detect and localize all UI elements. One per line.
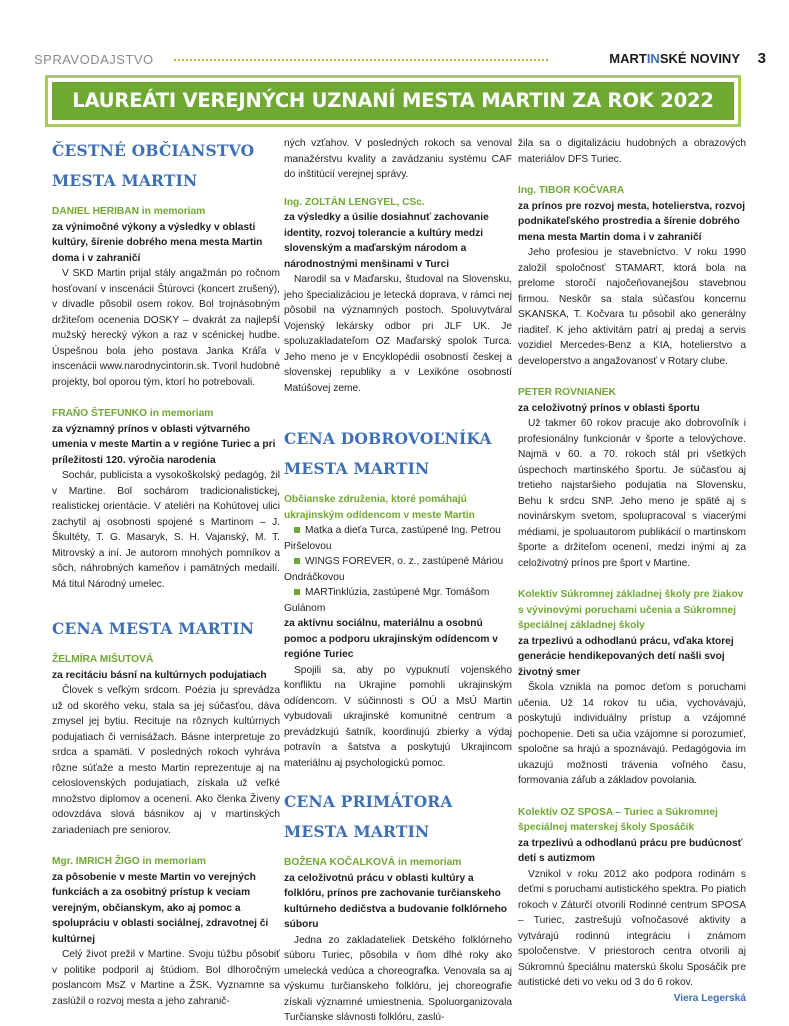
award-reason: za aktívnu sociálnu, materiálnu a osobnú pomoc a podporu ukrajinským odídencom v regióne Turiec — [284, 618, 498, 660]
laureate-text: Jedna zo zakladateliek Detského folklórneho súboru Turiec, pôsobila v ňom dlhé roky ako umelecká vedúca a choreografka. Venovala sa aj výskumu turčianskeho folklóru, jej choreografie získali významné umiestnenia. Spoluorganizovala Turčianske slávnosti folklóru, zaslú- — [284, 934, 512, 1023]
page-header — [34, 50, 766, 70]
laureate-name: ŽELMÍRA MIŠUTOVÁ — [52, 654, 154, 665]
section-heading: MESTA MARTIN — [284, 822, 430, 841]
newspaper-title — [609, 51, 740, 66]
laureate-text: Už takmer 60 rokov pracuje ako dobrovoľník i profesionálny funkcionár v športe a telovýchove. Najmä v 60. a 70. rokoch stál pri všetkých úspechoch martinského športu. Je súčasťou aj tretieho najstaršieho podujatia na Slovensku, Behu k srdcu SNP. Jeho meno je späté aj s novinárskym svetom, spolupracoval s viacerými médiami, je spoluautorom publikácií o martinskom športe a držiteľom ocenení, medzi inými aj za celoživotný prínos pre šport v Martine. — [518, 418, 746, 569]
award-reason: za trpezlivú a odhodlanú prácu pre budúcnosť detí s autizmom — [518, 837, 743, 864]
brand-part: SKÉ NOVINY — [659, 51, 740, 66]
award-reason: za pôsobenie v meste Martin vo verejných funkciách a za osobitný prístup k veciam verejným, občianskym, ako aj pomoc a spolupráciu v oblasti sociálnej, zdravotnej či kultúrnej — [52, 871, 269, 945]
laureate-text: Vznikol v roku 2012 ako podpora rodinám s deťmi s poruchami autistického spektra. Po piatich rokoch v Záturčí otvorili Rodinné centrum SPOSA – Turiec, zastrešujú voľnočasové aktivity a vytvárajú rodinnú integráciu i známom spoločenstve. V priestoroch centra otvorili aj Súkromnú špeciálnu materskú školu Sposáčik pre autistické deti vo veku od 3 do 6 rokov. — [518, 868, 746, 988]
laureate-text: Škola vznikla na pomoc deťom s poruchami učenia. Už 14 rokov tu učia, vychovávajú, poskytujú individuálny prístup a vzájomné pochopenie. Deti sa učia vzájomne si porozumieť, spoločne sa hrajú a spoznávajú. Pedagógovia im ukazujú možnosti trávenia voľného času, formovania záľub a základov povolania. — [518, 682, 746, 786]
section-heading: ČESTNÉ OBČIANSTVO — [52, 141, 255, 160]
section-heading: MESTA MARTIN — [284, 459, 430, 478]
list-item-text: Matka a dieťa Turca, zastúpené Ing. Petrou Piršelovou — [284, 525, 501, 552]
list-item — [284, 523, 512, 554]
brand-part-accent: IN — [646, 51, 660, 66]
laureate-text: Jeho profesiou je stavebníctvo. V roku 1990 založil spoločnosť STAMART, ktorá bola na prelome storočí najočeňovanejšou stavebnou firmou. Neskôr sa stala súčasťou koncernu SKANSKA, T. Kočvara tu pôsobil ako generálny riaditeľ. K jeho aktivitám patrí aj predaj a servis vozidiel Mercedes-Benz a KIA, hotelierstvo a developerstvo a angažovanosť v Rotary clube. — [518, 247, 746, 367]
award-reason: za celoživotnú prácu v oblasti kultúry a folklóru, prínos pre zachovanie turčianskeho kultúrneho dedičstva a budovanie folklórneho súboru — [284, 872, 508, 930]
article-headline: LAUREÁTI VEREJNÝCH UZNANÍ MESTA MARTIN ZA ROK 2022 — [52, 82, 734, 120]
award-reason: za prínos pre rozvoj mesta, hotelierstva, rozvoj podnikateľského prostredia a šírenie dobrého mena mesta Martin doma i v zahraničí — [518, 200, 746, 243]
section-heading: MESTA MARTIN — [52, 171, 198, 190]
page-number: 3 — [757, 50, 766, 67]
section-heading: CENA DOBROVOĽNÍKA — [284, 429, 492, 448]
dotted-rule — [174, 59, 548, 61]
column-3 — [518, 136, 746, 1006]
laureate-name: Kolektív Súkromnej základnej školy pre žiakov s vývinovými poruchami učenia a Súkromnej špeciálnej základnej školy — [518, 589, 744, 631]
laureate-text: ných vzťahov. V posledných rokoch sa venoval manažérstvu kvality a zavádzaniu systému CAF do inštitúcií verejnej správy. — [284, 138, 512, 180]
brand-part: MART — [609, 51, 647, 66]
laureate-text: Celý život prežil v Martine. Svoju túžbu pôsobiť v politike podporil aj štúdiom. Bol dlhoročným poslancom MsZ v Martine a ŽSK. Vyznamne sa zaslúžil o rozvoj mesta a jeho zahranič- — [52, 949, 280, 1007]
laureate-name: Občianske združenia, ktoré pomáhajú ukrajinským odídencom v meste Martin — [284, 494, 475, 521]
list-item-text: MARTinklúzia, zastúpené Mgr. Tomášom Gulánom — [284, 587, 490, 614]
section-label: SPRAVODAJSTVO — [34, 52, 154, 67]
laureate-text: Človek s veľkým srdcom. Poézia ju sprevádza už od skorého veku, stala sa jej súčasťou, dáva zmysel jej bytiu. Recituje na rôznych kultúrnych podujatiach či vernisážach. Básne interpretuje zo srdca a spamäti. V posledných rokoch vyhráva rôzne súťaže a mesto Martin reprezentuje aj na celoslovenských podujatiach, získala už veľké množstvo diplomov a ocenení. Ako členka Živeny odovzdáva slová básnikov aj v martinských zariadeniach pre seniorov. — [52, 685, 280, 836]
award-reason: za výnimočné výkony a výsledky v oblasti kultúry, šírenie dobrého mena mesta Martin doma i v zahraničí — [52, 221, 263, 264]
laureate-text: Narodil sa v Maďarsku, študoval na Slovensku, jeho špecializáciou je letecká doprava, v rámci nej pôsobil na významných postoch. Spoluvytváral Vojenský lekársky odbor pri JLF UK. Je spoluzakladateľom OZ Maďarský spolok Turca. Jeho meno je v Encyklopédii osobností českej a slovenskej republiky a v Lexikóne osobností Matúšovej zeme. — [284, 274, 512, 394]
column-1 — [52, 136, 280, 1009]
award-reason: za trpezlivú a odhodlanú prácu, vďaka ktorej generácie hendikepovaných detí našli svoj životný smer — [518, 635, 734, 678]
list-item-text: WINGS FOREVER, o. z., zastúpené Máriou Ondráčkovou — [284, 556, 504, 583]
laureate-name: PETER ROVNIANEK — [518, 387, 616, 398]
laureate-text: Sochár, publicista a vysokoškolský pedagóg, žil v Martine. Bol sochárom tradicionalistickej, realistickej orientácie. V ateliéri na Kohútovej ulici zachytil aj osobnosti spojené s Martinom – J. Škultéty, T. G. Masaryk, S. H. Vajanský, M. T. Mitrovský a iní. Je autorom mnohých pomníkov a sôch, náhrobných kameňov i pamätných medailí. Má titul Národný umelec. — [52, 470, 280, 590]
column-2 — [284, 136, 512, 1026]
author-signature: Viera Legerská — [673, 992, 746, 1004]
list-item — [284, 554, 512, 585]
award-reason: za významný prínos v oblasti výtvarného umenia v meste Martin a v regióne Turiec a pri príležitosti 120. výročia narodenia — [52, 423, 276, 466]
laureate-name: Mgr. IMRICH ŽIGO in memoriam — [52, 856, 206, 867]
section-heading: CENA MESTA MARTIN — [52, 619, 255, 638]
laureate-name: Ing. TIBOR KOČVARA — [518, 185, 625, 196]
laureate-text: žila sa o digitalizáciu hudobných a obrazových materiálov DFS Turiec. — [518, 138, 746, 165]
laureate-name: Ing. ZOLTÁN LENGYEL, CSc. — [284, 196, 425, 208]
section-heading: CENA PRIMÁTORA — [284, 792, 453, 811]
bullet-square-icon — [294, 558, 300, 564]
bullet-square-icon — [294, 589, 300, 595]
laureate-name: BOŽENA KOČALKOVÁ in memoriam — [284, 857, 462, 868]
laureate-text: Spojili sa, aby po vypuknutí vojenského konfliktu na Ukrajine pomohli ukrajinským odídencom. V súčinnosti s OÚ a MsÚ Martin vybudovali ukrajinské komunitné centrum a prevádzkujú šatník, koordinujú zbierky a výdaj potravín a šatstva a poskytujú Ukrajincom materiálnu aj psychologickú pomoc. — [284, 664, 512, 769]
laureate-name: Kolektív OZ SPOSA – Turiec a Súkromnej špeciálnej materskej školy Sposáčik — [518, 806, 718, 833]
award-reason: za výsledky a úsilie dosiahnuť zachovanie identity, rozvoj tolerancie a kultúry medzi slovenským a maďarským národom a národnostnými menšinami v Turci — [284, 212, 489, 270]
list-item — [284, 585, 512, 616]
bullet-square-icon — [294, 527, 300, 533]
award-reason: za celoživotný prínos v oblasti športu — [518, 402, 700, 414]
award-reason: za recitáciu básní na kultúrnych podujatiach — [52, 669, 267, 681]
laureate-name: DANIEL HERIBAN in memoriam — [52, 206, 206, 217]
laureate-text: V SKD Martin prijal stály angažmán po ročnom hosťovaní v inscenácii Štúrovci (koncert zrušený), v divadle pôsobil osem rokov. Bol trojnásobným držiteľom ocenenia DOSKY – dvakrát za najlepší mužský herecký výkon a raz v scénickej hudbe. Úspešnou bola jeho postava Janka Kráľa v inscenácii www.narodnycintorin.sk. Tvoril hudobné projekty, bol oporou tým, ktorí ho potrebovali. — [52, 268, 280, 388]
laureate-name: FRAŇO ŠTEFUNKO in memoriam — [52, 408, 214, 419]
